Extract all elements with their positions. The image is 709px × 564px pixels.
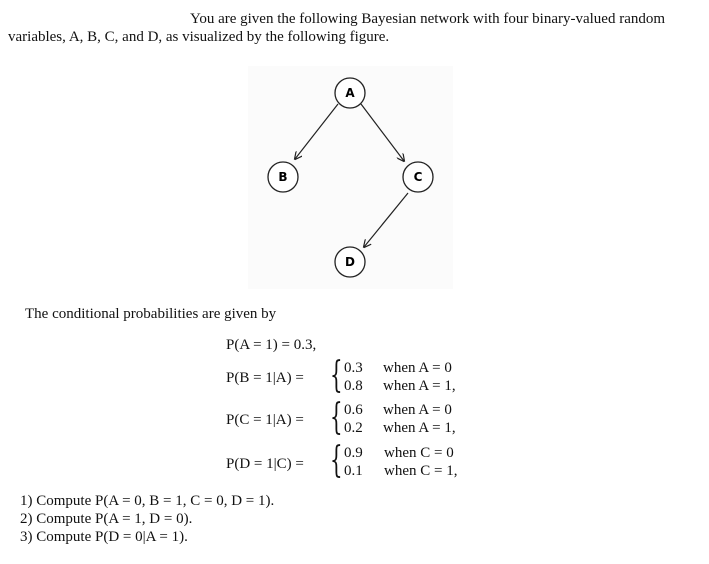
eq-pb-value-0: 0.3 xyxy=(344,360,363,376)
question-1: 1) Compute P(A = 0, B = 1, C = 0, D = 1). xyxy=(20,493,275,509)
eq-pc-cond-0: when A = 0 xyxy=(383,402,452,418)
node-a-label: A xyxy=(345,86,355,100)
question-3: 3) Compute P(D = 0|A = 1). xyxy=(20,529,188,545)
eq-pb-value-1: 0.8 xyxy=(344,378,363,394)
edge-a-c xyxy=(361,104,404,161)
eq-pc-lhs: P(C = 1|A) = xyxy=(226,412,304,428)
node-a xyxy=(335,78,365,108)
eq-pb-lhs: P(B = 1|A) = xyxy=(226,370,304,386)
bayesian-network-figure xyxy=(248,66,453,289)
eq-pd-value-1: 0.1 xyxy=(344,463,363,479)
node-d xyxy=(335,247,365,277)
edge-a-b xyxy=(295,104,338,159)
node-b xyxy=(268,162,298,192)
cond-intro: The conditional probabilities are given by xyxy=(25,306,277,322)
eq-pb-cond-0: when A = 0 xyxy=(383,360,452,376)
edge-c-d xyxy=(364,193,408,247)
eq-pd-brace: { xyxy=(330,440,343,481)
eq-pb-cond-1: when A = 1, xyxy=(383,378,456,394)
node-c xyxy=(403,162,433,192)
node-d-label: D xyxy=(345,255,355,269)
eq-pc-brace: { xyxy=(330,397,343,438)
node-c-label: C xyxy=(413,170,423,184)
eq-pa: P(A = 1) = 0.3, xyxy=(226,337,317,353)
intro-line-1: You are given the following Bayesian network with four binary-valued random xyxy=(190,11,666,27)
eq-pd-cond-0: when C = 0 xyxy=(384,445,454,461)
network-diagram xyxy=(248,66,453,289)
eq-pb-brace: { xyxy=(330,355,343,396)
eq-pd-value-0: 0.9 xyxy=(344,445,363,461)
eq-pd-cond-1: when C = 1, xyxy=(384,463,458,479)
eq-pd-lhs: P(D = 1|C) = xyxy=(226,456,304,472)
eq-pc-value-0: 0.6 xyxy=(344,402,363,418)
node-b-label: B xyxy=(278,170,288,184)
eq-pc-value-1: 0.2 xyxy=(344,420,363,436)
intro-line-2: variables, A, B, C, and D, as visualized by the following figure. xyxy=(8,29,390,45)
question-2: 2) Compute P(A = 1, D = 0). xyxy=(20,511,193,527)
eq-pc-cond-1: when A = 1, xyxy=(383,420,456,436)
